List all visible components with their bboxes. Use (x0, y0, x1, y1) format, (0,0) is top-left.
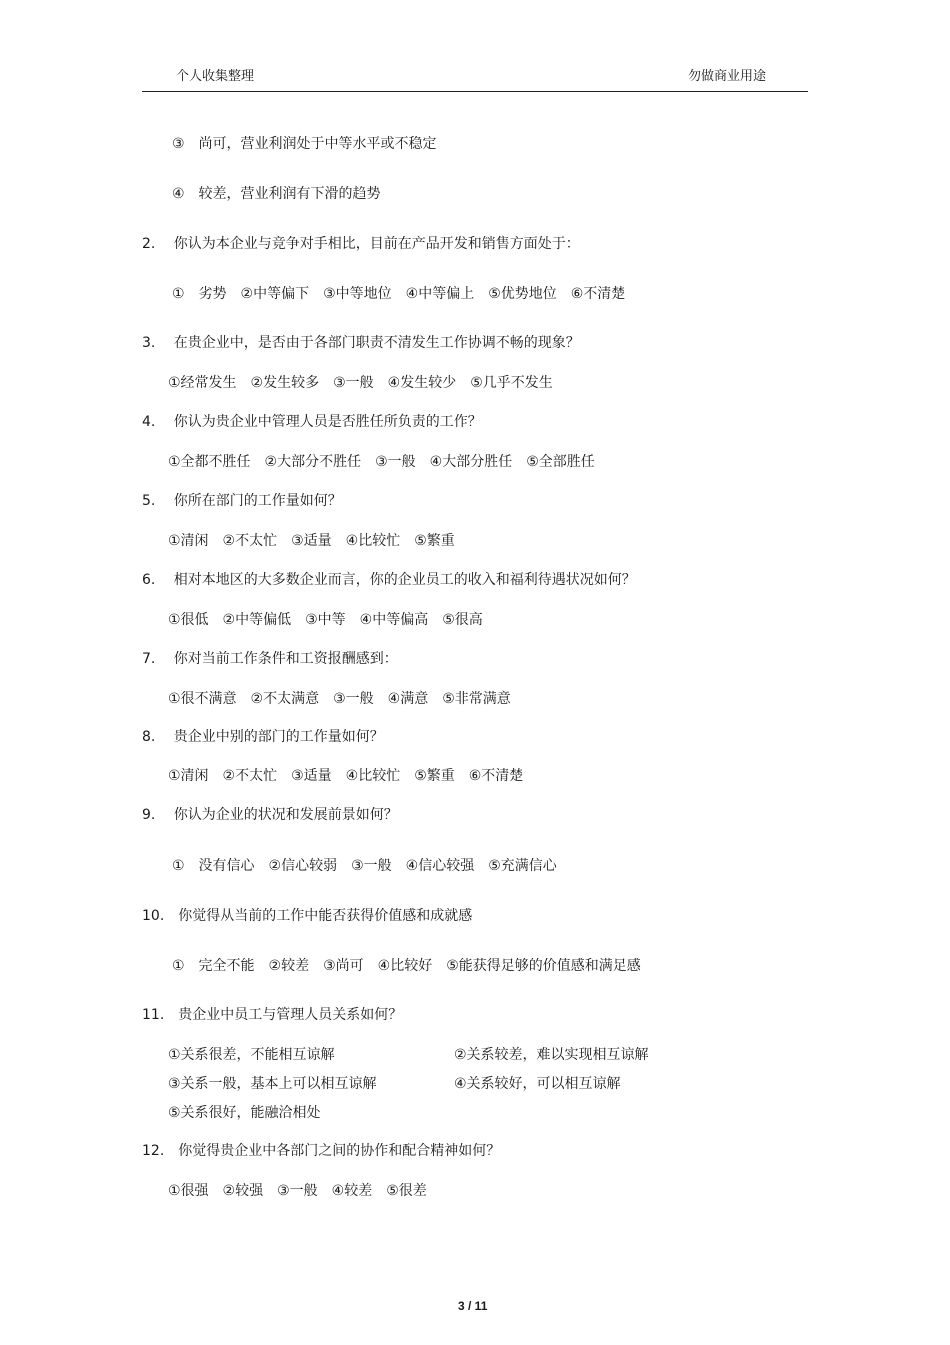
page-header-left: 个人收集整理 (176, 69, 255, 84)
header-rule (142, 91, 808, 92)
question-11: 11. 贵企业中员工与管理人员关系如何？ (142, 1007, 403, 1023)
question-8: 8. 贵企业中别的部门的工作量如何？ (142, 729, 384, 745)
options-11-a: ①关系很差，不能相互谅解 (168, 1047, 335, 1063)
page-header-right: 勿做商业用途 (688, 69, 767, 84)
options-2: ① 劣势 ②中等偏下 ③中等地位 ④中等偏上 ⑤优势地位 ⑥不清楚 (172, 286, 626, 302)
options-11-b: ②关系较差，难以实现相互谅解 (454, 1047, 649, 1063)
question-6: 6. 相对本地区的大多数企业而言，你的企业员工的收入和福利待遇状况如何？ (142, 572, 636, 588)
options-9: ① 没有信心 ②信心较弱 ③一般 ④信心较强 ⑤充满信心 (172, 858, 557, 874)
options-8: ①清闲 ②不太忙 ③适量 ④比较忙 ⑤繁重 ⑥不清楚 (168, 768, 524, 784)
options-10: ① 完全不能 ②较差 ③尚可 ④比较好 ⑤能获得足够的价值感和满足感 (172, 958, 641, 974)
options-7: ①很不满意 ②不太满意 ③一般 ④满意 ⑤非常满意 (168, 691, 511, 707)
options-12: ①很强 ②较强 ③一般 ④较差 ⑤很差 (168, 1183, 427, 1199)
option-line: ③ 尚可，营业利润处于中等水平或不稳定 (172, 136, 437, 152)
question-7: 7. 你对当前工作条件和工资报酬感到： (142, 651, 398, 667)
question-3: 3. 在贵企业中，是否由于各部门职责不清发生工作协调不畅的现象？ (142, 335, 580, 351)
question-12: 12. 你觉得贵企业中各部门之间的协作和配合精神如何？ (142, 1143, 501, 1159)
options-6: ①很低 ②中等偏低 ③中等 ④中等偏高 ⑤很高 (168, 612, 483, 628)
options-4: ①全都不胜任 ②大部分不胜任 ③一般 ④大部分胜任 ⑤全部胜任 (168, 454, 595, 470)
question-10: 10. 你觉得从当前的工作中能否获得价值感和成就感 (142, 908, 473, 924)
options-11-d: ④关系较好，可以相互谅解 (454, 1076, 621, 1092)
question-2: 2. 你认为本企业与竞争对手相比，目前在产品开发和销售方面处于： (142, 236, 580, 252)
question-9: 9. 你认为企业的状况和发展前景如何？ (142, 807, 398, 823)
question-4: 4. 你认为贵企业中管理人员是否胜任所负责的工作？ (142, 414, 482, 430)
question-5: 5. 你所在部门的工作量如何？ (142, 493, 342, 509)
options-3: ①经常发生 ②发生较多 ③一般 ④发生较少 ⑤几乎不发生 (168, 375, 553, 391)
option-line: ④ 较差，营业利润有下滑的趋势 (172, 186, 381, 202)
options-11-e: ⑤关系很好，能融洽相处 (168, 1105, 321, 1121)
page-number: 3 / 11 (458, 1299, 488, 1313)
options-5: ①清闲 ②不太忙 ③适量 ④比较忙 ⑤繁重 (168, 533, 455, 549)
options-11-c: ③关系一般，基本上可以相互谅解 (168, 1076, 377, 1092)
